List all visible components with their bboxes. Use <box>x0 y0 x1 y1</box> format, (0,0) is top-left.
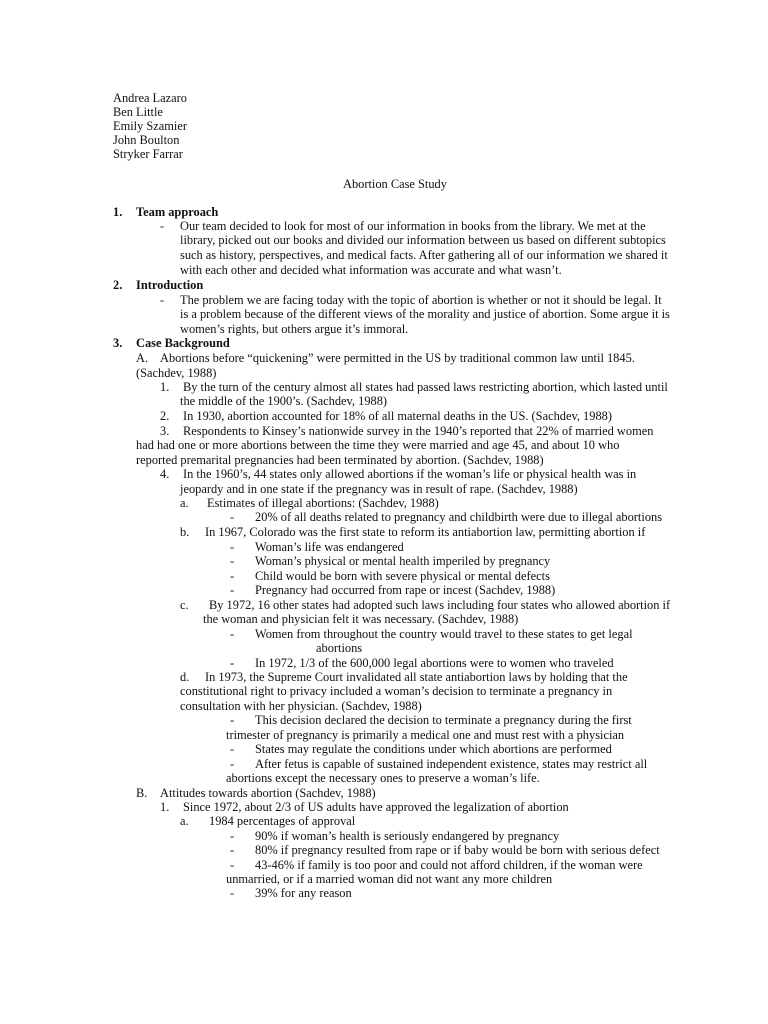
bullet-text: Pregnancy had occurred from rape or incest (Sachdev, 1988) <box>255 583 556 597</box>
bullet-text: Woman’s life was endangered <box>255 540 404 554</box>
paragraph-line: such as history, perspectives, and medical facts. After gathering all of our information we shared it <box>180 248 668 262</box>
bullet-text: 43-46% if family is too poor and could not afford children, if the woman were <box>255 858 643 872</box>
dash-bullet: - <box>230 843 235 857</box>
paragraph-line: Since 1972, about 2/3 of US adults have approved the legalization of abortion <box>183 800 569 814</box>
paragraph-line: reported premarital pregnancies had been terminated by abortion. (Sachdev, 1988) <box>136 453 544 467</box>
list-marker: 4. <box>160 467 170 481</box>
dash-bullet: - <box>230 829 235 843</box>
paragraph-line: Abortions before “quickening” were permitted in the US by traditional common law until 1845. <box>160 351 635 365</box>
dash-bullet: - <box>230 583 235 597</box>
paragraph-line: In the 1960’s, 44 states only allowed abortions if the woman’s life or physical health was in <box>183 467 637 481</box>
author-name: John Boulton <box>113 133 180 147</box>
bullet-text: 20% of all deaths related to pregnancy and childbirth were due to illegal abortions <box>255 510 663 524</box>
paragraph-line: Estimates of illegal abortions: (Sachdev, 1988) <box>207 496 439 510</box>
list-marker: 2. <box>160 409 170 423</box>
dash-bullet: - <box>230 858 235 872</box>
dash-bullet: - <box>230 554 235 568</box>
bullet-text: States may regulate the conditions under which abortions are performed <box>255 742 612 756</box>
list-marker: b. <box>180 525 190 539</box>
bullet-text: Woman’s physical or mental health imperiled by pregnancy <box>255 554 551 568</box>
paragraph-line: Respondents to Kinsey’s nationwide survey in the 1940’s reported that 22% of married women <box>183 424 654 438</box>
section-heading: Introduction <box>136 278 204 292</box>
bullet-text: abortions except the necessary ones to preserve a woman’s life. <box>226 771 540 785</box>
bullet-text: This decision declared the decision to terminate a pregnancy during the first <box>255 713 632 727</box>
bullet-text: In 1972, 1/3 of the 600,000 legal abortions were to women who traveled <box>255 656 614 670</box>
bullet-text: abortions <box>316 641 363 655</box>
paragraph-line: Attitudes towards abortion (Sachdev, 1988) <box>160 786 376 800</box>
dash-bullet: - <box>230 713 235 727</box>
paragraph-line: consultation with her physician. (Sachdev, 1988) <box>180 699 422 713</box>
paragraph-line: the middle of the 1900’s. (Sachdev, 1988) <box>180 394 388 408</box>
paragraph-line: library, picked out our books and divided our information between us based on different subtopics <box>180 233 666 247</box>
paragraph-line: the woman and physician felt it was necessary. (Sachdev, 1988) <box>203 612 519 626</box>
document-title: Abortion Case Study <box>343 177 447 191</box>
dash-bullet: - <box>160 219 165 233</box>
dash-bullet: - <box>230 540 235 554</box>
section-number: 2. <box>113 278 123 292</box>
paragraph-line: women’s rights, but others argue it’s immoral. <box>180 322 409 336</box>
paragraph-line: By 1972, 16 other states had adopted such laws including four states who allowed abortion if <box>209 598 671 612</box>
list-marker: a. <box>180 496 189 510</box>
paragraph-line: constitutional right to privacy included a woman’s decision to terminate a pregnancy in <box>180 684 613 698</box>
bullet-text: unmarried, or if a married woman did not want any more children <box>226 872 553 886</box>
dash-bullet: - <box>160 293 165 307</box>
dash-bullet: - <box>230 656 235 670</box>
bullet-text: 39% for any reason <box>255 886 352 900</box>
list-marker: B. <box>136 786 148 800</box>
paragraph-line: In 1973, the Supreme Court invalidated all state antiabortion laws by holding that the <box>205 670 628 684</box>
list-marker: d. <box>180 670 190 684</box>
paragraph-line: The problem we are facing today with the topic of abortion is whether or not it should be legal. It <box>180 293 662 307</box>
author-name: Ben Little <box>113 105 163 119</box>
dash-bullet: - <box>230 886 235 900</box>
paragraph-line: with each other and decided what information was accurate and what wasn’t. <box>180 263 562 277</box>
bullet-text: Child would be born with severe physical or mental defects <box>255 569 550 583</box>
dash-bullet: - <box>230 757 235 771</box>
author-name: Emily Szamier <box>113 119 187 133</box>
paragraph-line: In 1930, abortion accounted for 18% of all maternal deaths in the US. (Sachdev, 1988) <box>183 409 612 423</box>
paragraph-line: jeopardy and in one state if the pregnancy was in result of rape. (Sachdev, 1988) <box>180 482 578 496</box>
bullet-text: Women from throughout the country would travel to these states to get legal <box>255 627 633 641</box>
paragraph-line: (Sachdev, 1988) <box>136 366 217 380</box>
paragraph-line: 1984 percentages of approval <box>209 814 356 828</box>
bullet-text: trimester of pregnancy is primarily a medical one and must rest with a physician <box>226 728 625 742</box>
paragraph-line: Our team decided to look for most of our information in books from the library. We met at the <box>180 219 646 233</box>
list-marker: c. <box>180 598 189 612</box>
dash-bullet: - <box>230 627 235 641</box>
section-heading: Case Background <box>136 336 230 350</box>
section-number: 1. <box>113 205 123 219</box>
dash-bullet: - <box>230 742 235 756</box>
list-marker: A. <box>136 351 149 365</box>
paragraph-line: In 1967, Colorado was the first state to reform its antiabortion law, permitting abortion if <box>205 525 646 539</box>
list-marker: a. <box>180 814 189 828</box>
section-number: 3. <box>113 336 123 350</box>
bullet-text: After fetus is capable of sustained independent existence, states may restrict all <box>255 757 648 771</box>
list-marker: 3. <box>160 424 170 438</box>
bullet-text: 80% if pregnancy resulted from rape or if baby would be born with serious defect <box>255 843 660 857</box>
dash-bullet: - <box>230 569 235 583</box>
bullet-text: 90% if woman’s health is seriously endangered by pregnancy <box>255 829 560 843</box>
dash-bullet: - <box>230 510 235 524</box>
paragraph-line: is a problem because of the different views of the morality and justice of abortion. Some argue it is <box>180 307 670 321</box>
author-name: Andrea Lazaro <box>113 91 187 105</box>
section-heading: Team approach <box>136 205 219 219</box>
paragraph-line: By the turn of the century almost all states had passed laws restricting abortion, which lasted until <box>183 380 668 394</box>
paragraph-line: had had one or more abortions between the time they were married and age 45, and about 10 who <box>136 438 620 452</box>
list-marker: 1. <box>160 380 170 394</box>
list-marker: 1. <box>160 800 170 814</box>
author-name: Stryker Farrar <box>113 147 183 161</box>
